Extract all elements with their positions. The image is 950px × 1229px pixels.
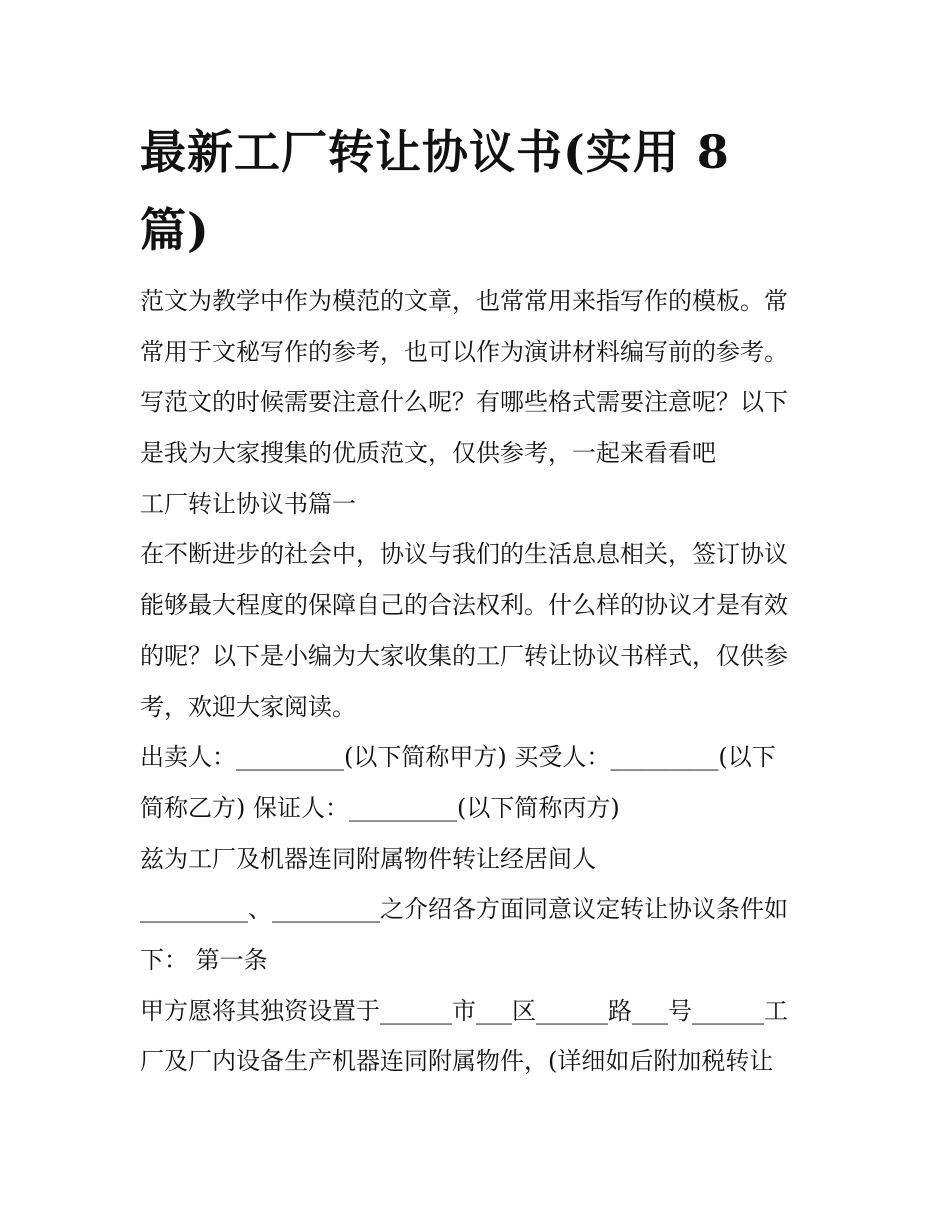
section-heading: 工厂转让协议书篇一 [140,489,356,518]
paragraph-line: 是我为大家搜集的优质范文，仅供参考，一起来看看吧 [140,439,716,468]
article-heading-line: 下： 第一条 [140,945,268,974]
paragraph-line: 考，欢迎大家阅读。 [140,692,356,721]
document-title [140,113,820,269]
paragraph-line: 厂及厂内设备生产机器连同附属物件，(详细如后附加税转让 [140,1047,774,1076]
paragraph-line: _________、_________之介绍各方面同意议定转让协议条件如 [140,895,788,924]
paragraph-line: 常用于文秘写作的参考，也可以作为演讲材料编写前的参考。 [140,337,788,366]
paragraph-line: 的呢？以下是小编为大家收集的工厂转让协议书样式，仅供参 [140,641,788,670]
paragraph-line: 在不断进步的社会中，协议与我们的生活息息相关，签订协议 [140,540,788,569]
paragraph-line: 甲方愿将其独资设置于______市___区______路___号______工 [140,996,788,1025]
document-body [140,276,815,1087]
paragraph-line: 兹为工厂及机器连同附属物件转让经居间人 [140,844,596,873]
parties-line: 简称乙方) 保证人：_________(以下简称丙方) [140,793,620,822]
title-line-1: 最新工厂转让协议书(实用 8 [140,125,730,179]
paragraph-line: 写范文的时候需要注意什么呢？有哪些格式需要注意呢？以下 [140,388,788,417]
parties-line: 出卖人：_________(以下简称甲方) 买受人：_________(以下 [140,743,776,772]
paragraph-line: 能够最大程度的保障自己的合法权利。什么样的协议才是有效 [140,591,788,620]
paragraph-line: 范文为教学中作为模范的文章，也常常用来指写作的模板。常 [140,287,788,315]
title-line-2: 篇) [140,203,210,257]
